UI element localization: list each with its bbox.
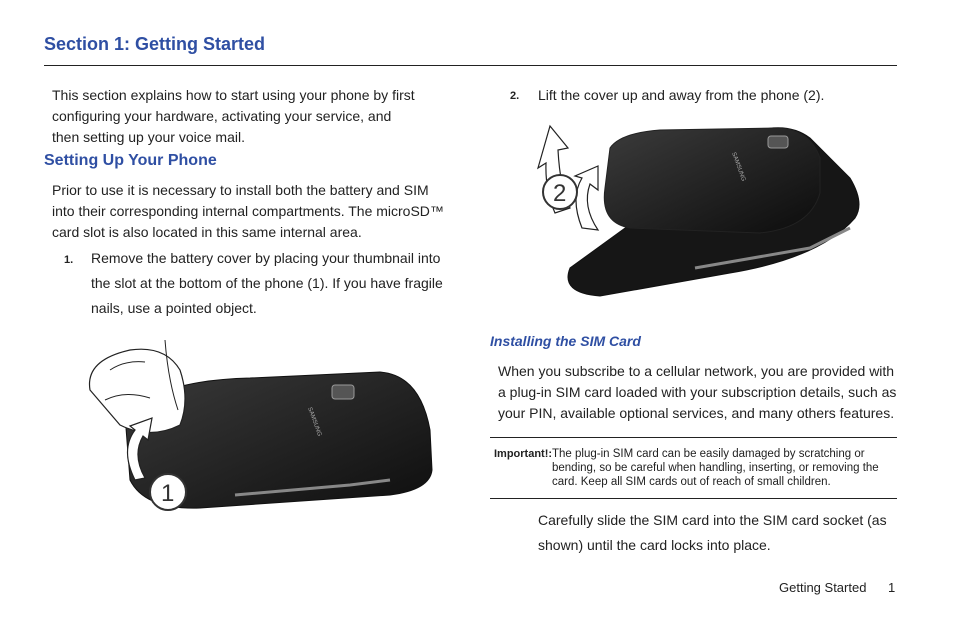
- sim-paragraph: When you subscribe to a cellular network, you are provided with a plug-in SIM card loaded with your subscription details, such as your PIN, available optional services, and many others features.: [498, 363, 897, 421]
- camera-icon: [768, 136, 788, 148]
- phone-brand: SAMSUNG: [730, 151, 747, 183]
- arrow-up-icon: [575, 166, 598, 230]
- important-note: [494, 447, 894, 488]
- step-1-text: Remove the battery cover by placing your thumbnail into the slot at the bottom of the phone (1). If you have fragile nails, use a pointed object.: [91, 250, 443, 316]
- header-rule: [44, 65, 897, 66]
- note-top-rule: [490, 437, 897, 438]
- subheading-installing-sim: Installing the SIM Card: [490, 333, 641, 349]
- note-text: The plug-in SIM card can be easily damaged by scratching or bending, so be careful when handling, inserting, or removing the card. Keep all SIM cards out of reach of small children.: [552, 448, 879, 488]
- note-label: Important!:: [494, 448, 553, 460]
- page-number: 1: [888, 580, 896, 595]
- closing-paragraph: Carefully slide the SIM card into the SIM card socket (as shown) until the card locks into place.: [538, 512, 887, 553]
- phone-brand: SAMSUNG: [306, 406, 323, 438]
- step-2-number: 2.: [510, 90, 520, 102]
- callout-2-label: 2: [553, 180, 567, 207]
- figure-lift-cover: [520, 118, 870, 303]
- camera-icon: [332, 385, 354, 399]
- footer-section: Getting Started: [779, 580, 867, 595]
- subheading-setting-up: Setting Up Your Phone: [44, 152, 217, 169]
- setup-paragraph: Prior to use it is necessary to install both the battery and SIM into their corresponding internal compartments. The microSD™ card slot is also located in this same internal area.: [52, 182, 444, 240]
- figure-remove-cover: [50, 330, 450, 520]
- page-title: Section 1: Getting Started: [44, 34, 266, 54]
- callout-1-label: 1: [161, 480, 175, 507]
- step-2-text: Lift the cover up and away from the phone (2).: [538, 87, 825, 103]
- intro-paragraph: This section explains how to start using your phone by first configuring your hardware, activating your service, and then setting up your voice mail.: [52, 87, 415, 145]
- note-bottom-rule: [490, 498, 897, 499]
- step-1-number: 1.: [64, 254, 74, 266]
